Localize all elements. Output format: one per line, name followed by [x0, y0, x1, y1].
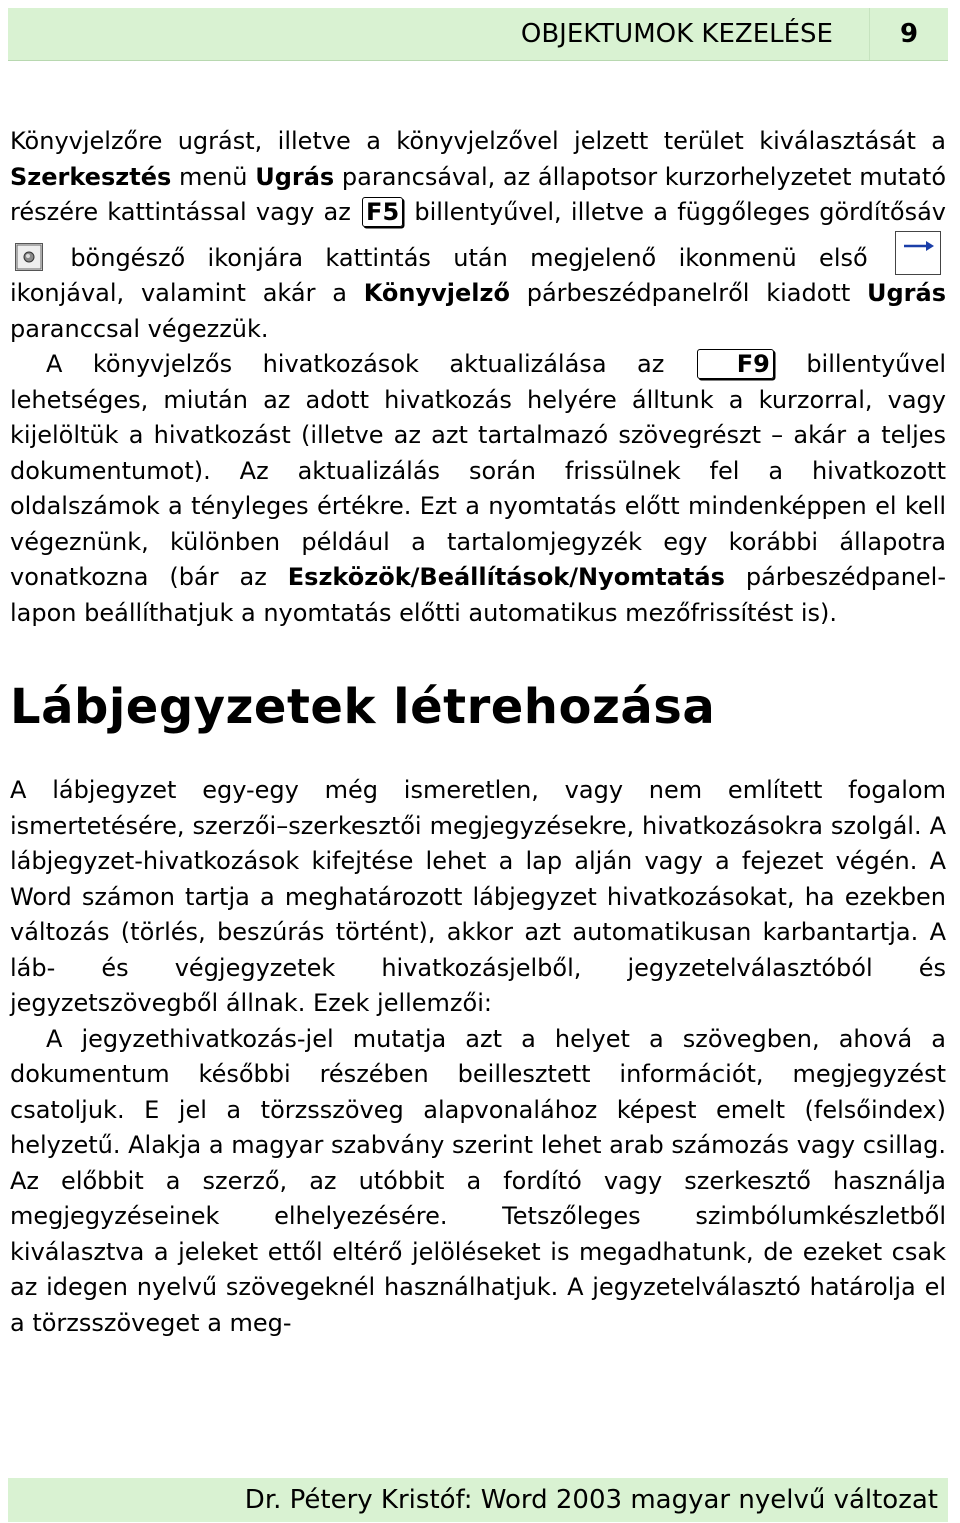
page-footer — [8, 1478, 948, 1522]
paragraph-bookmark-jump — [10, 124, 946, 347]
text: párbeszédpanelről kiadott — [509, 279, 868, 307]
goto-arrow-icon — [895, 231, 941, 275]
text: parancsával, az állapotsor kurzorhelyzetet mutató részére kattintással vagy az — [10, 162, 947, 226]
browse-object-icon — [15, 243, 43, 271]
f9-key-badge: F9 — [697, 349, 774, 379]
text: billentyűvel, illetve a függőleges gördítősáv — [405, 198, 946, 226]
text: billentyűvel lehetséges, miután az adott hivatkozás helyére álltunk a kurzorral, vagy kijelöltük a hivatkozást (illetve az azt tartalmazó szövegrészt – akár a teljes dokumentumot). Az aktualizálás során frissülnek fel a hivatkozott oldalszámok a tényleges értékre. Ezt a nyomtatás előtt mindenképpen el kell végeznünk, különben például a tartalomjegyzék egy korábbi állapotra vonatkozna (bár az — [10, 350, 946, 591]
text: böngésző ikonjára kattintás után megjelenő ikonmenü első — [48, 243, 890, 272]
page-content — [10, 124, 946, 1341]
paragraph-bookmark-update — [10, 347, 946, 631]
footer-text: Dr. Pétery Kristóf: Word 2003 magyar nyelvű változat — [244, 1485, 938, 1515]
page-number: 9 — [899, 19, 919, 49]
command-name: Ugrás — [867, 279, 946, 307]
text: menü — [171, 162, 256, 191]
text: paranccsal végezzük. — [10, 314, 269, 343]
menu-path: Eszközök/Beállítások/Nyomtatás — [287, 563, 725, 591]
menu-name: Szerkesztés — [10, 162, 172, 191]
f5-key-badge: F5 — [362, 197, 403, 227]
text: A könyvjelzős hivatkozások aktualizálása az — [46, 350, 695, 378]
paragraph-footnote-reference-mark: A jegyzethivatkozás-jel mutatja azt a helyet a szövegben, ahová a dokumentum későbbi részében beillesztett információt, megjegyzést csatoljuk. E jel a törzsszöveg alapvonalához képest emelt (felsőindex) helyzetű. Alakja a magyar szabvány szerint lehet arab számozás vagy csillag. Az előbbit a szerző, az utóbbit a fordító vagy szerkesztő használja megjegyzéseinek elhelyezésére. Tetszőleges szimbólumkészletből kiválasztva a jeleket ettől eltérő jelöléseket is megadhatunk, de ezeket csak az idegen nyelvű szövegeknél használhatjuk. A jegyzetelválasztó határolja el a törzsszöveget a meg- — [10, 1024, 946, 1337]
command-name: Ugrás — [255, 162, 335, 191]
text: párbeszédpanel-lapon beállíthatjuk a nyomtatás előtti automatikus mezőfrissítést is). — [10, 563, 946, 627]
text: Könyvjelzőre ugrást, illetve a könyvjelzővel jelzett terület kiválasztását a — [10, 127, 946, 155]
paragraph-footnote-intro: A lábjegyzet egy-egy még ismeretlen, vagy nem említett fogalom ismertetésére, szerzői–szerkesztői megjegyzésekre, hivatkozásokra szolgál. A lábjegyzet-hivatkozások kifejtése lehet a lap alján vagy a fejezet végén. A Word számon tartja a meghatározott lábjegyzet hivatkozásokat, ha ezekben változás (törlés, beszúrás történt), akkor azt automatikusan karbantartja. A láb- és végjegyzetek hivatkozásjelből, jegyzetelválasztóból és jegyzetszövegből állnak. Ezek jellemzői: — [10, 776, 946, 1017]
dialog-name: Könyvjelző — [363, 279, 510, 307]
page-header — [8, 8, 948, 61]
text: ikonjával, valamint akár a — [10, 279, 364, 307]
section-heading: Lábjegyzetek létrehozása — [10, 679, 716, 735]
header-title: OBJEKTUMOK KEZELÉSE — [520, 19, 833, 49]
